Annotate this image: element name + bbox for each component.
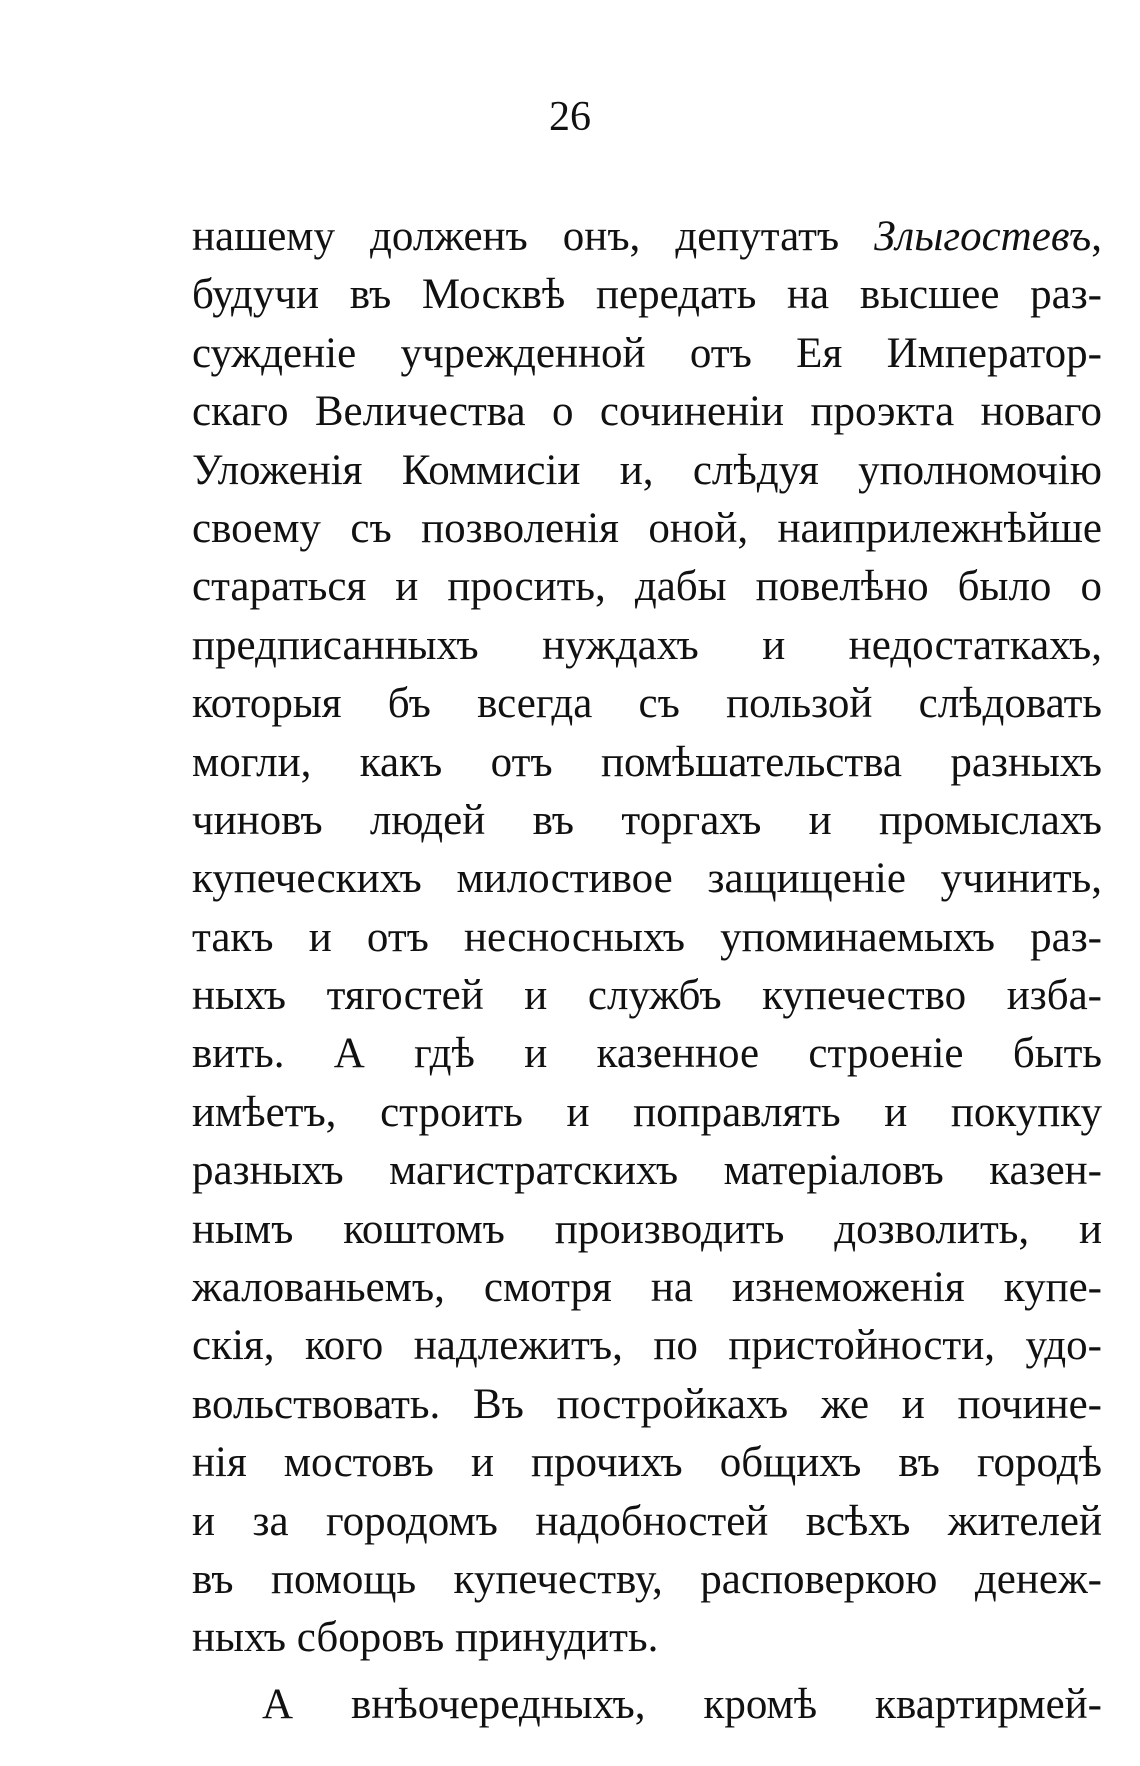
- text-line: могли, какъ отъ помѣшательства разныхъ: [192, 738, 1102, 786]
- text-line: жалованьемъ, смотря на изнеможенія купе-: [192, 1264, 1102, 1312]
- text-line: имѣетъ, строить и поправлять и покупку: [192, 1088, 1102, 1136]
- text-line: [192, 208, 1102, 266]
- text-line: такъ и отъ несносныхъ упоминаемыхъ раз-: [192, 913, 1102, 961]
- text-line: въ помощь купечеству, расповеркою денеж-: [192, 1555, 1102, 1603]
- italic-name: Злыгостевъ: [874, 213, 1092, 260]
- text-line: которыя бъ всегда съ пользой слѣдовать: [192, 680, 1102, 728]
- text-line: нія мостовъ и прочихъ общихъ въ городѣ: [192, 1439, 1102, 1487]
- text-segment: нашему долженъ онъ, депутатъ: [192, 213, 875, 260]
- text-line: стараться и просить, дабы повелѣно было о: [192, 563, 1102, 611]
- paragraph-start-line: А внѣочередныхъ, кромѣ квартирмей-: [262, 1680, 1102, 1728]
- text-line: чиновъ людей въ торгахъ и промыслахъ: [192, 796, 1102, 844]
- text-line: Уложенія Коммисіи и, слѣдуя уполномочію: [192, 446, 1102, 494]
- text-line: скія, кого надлежитъ, по пристойности, удо-: [192, 1322, 1102, 1370]
- text-line: ныхъ сборовъ принудить.: [192, 1614, 659, 1662]
- text-line: будучи въ Москвѣ передать на высшее раз-: [192, 271, 1102, 319]
- text-line: ныхъ тягостей и службъ купечество изба-: [192, 972, 1102, 1020]
- text-line: вить. А гдѣ и казенное строеніе быть: [192, 1030, 1102, 1078]
- page-number: 26: [549, 94, 591, 140]
- text-line: скаго Величества о сочиненіи проэкта новаго: [192, 388, 1102, 436]
- text-line: нымъ коштомъ производить дозволить, и: [192, 1205, 1102, 1253]
- text-line: разныхъ магистратскихъ матеріаловъ казен-: [192, 1147, 1102, 1195]
- body-text: [192, 208, 1102, 1734]
- text-line: своему съ позволенія оной, наиприлежнѣйше: [192, 504, 1102, 552]
- text-line: купеческихъ милостивое защищеніе учинить,: [192, 855, 1102, 903]
- text-line: предписанныхъ нуждахъ и недостаткахъ,: [192, 621, 1102, 669]
- text-segment: ,: [1091, 213, 1102, 260]
- text-line: вольствовать. Въ постройкахъ же и починe-: [192, 1380, 1102, 1428]
- text-line: сужденіе учрежденной отъ Ея Император-: [192, 329, 1102, 377]
- text-line: и за городомъ надобностей всѣхъ жителей: [192, 1497, 1102, 1545]
